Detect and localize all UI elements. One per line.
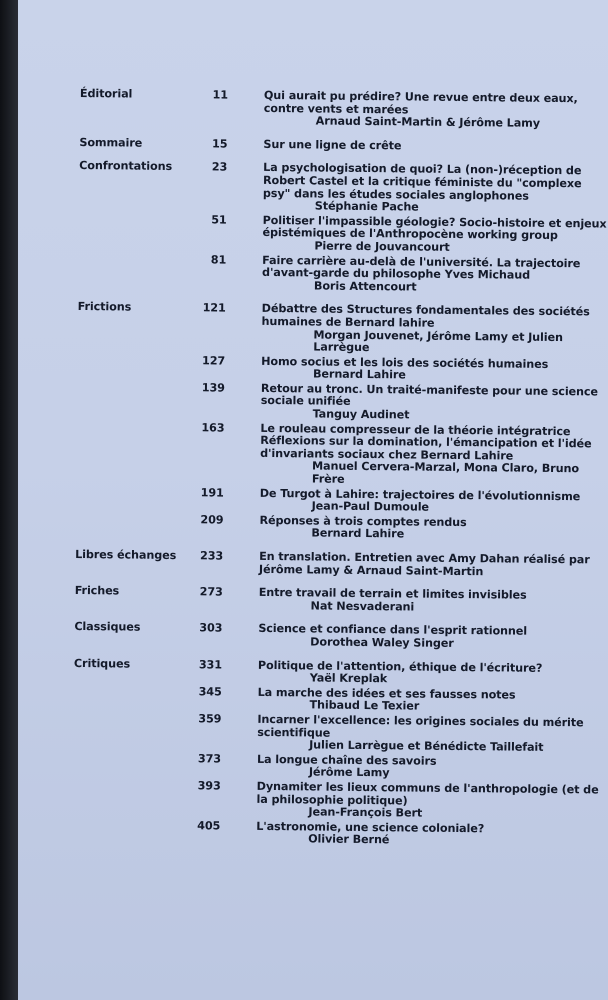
entry-body <box>257 687 603 716</box>
page-number: 15 <box>211 137 228 151</box>
page-number: 345 <box>198 685 222 699</box>
entry-authors: Olivier Berné <box>308 832 390 847</box>
entry-authors: Pierre de Jouvancourt <box>314 239 450 254</box>
page-number: 331 <box>198 657 223 672</box>
page-number: 23 <box>211 160 228 174</box>
entry-authors: Stéphanie Pache <box>314 199 419 214</box>
entry-title: Incarner l'excellence: les origines sociales du mérite scientifique <box>257 712 584 740</box>
entry-authors: Jean-Paul Dumoule <box>311 499 430 514</box>
entry-authors: Manuel Cervera-Marzal, Mona Claro, Bruno Frère <box>311 459 580 486</box>
entry-title: Sur une ligne de crête <box>263 137 402 153</box>
section-label: Classiques <box>74 620 141 635</box>
section-entries <box>187 550 605 582</box>
entry-title: Qui aurait pu prédire? Une revue entre deux eaux, contre vents et marées <box>263 88 578 117</box>
entry-authors: Bernard Lahire <box>311 526 405 541</box>
section-entries <box>187 302 607 545</box>
page-edge-shadow <box>0 0 18 1000</box>
entry-title: Faire carrière au-delà de l'université. La trajectoire d'avant-garde du philosophe Yves Michaud <box>262 253 581 282</box>
entry-title: En translation. Entretien avec Amy Dahan réalisé par Jérôme Lamy & Arnaud Saint-Martin <box>258 549 590 578</box>
toc-section <box>79 137 599 157</box>
section-entries <box>186 623 604 655</box>
entry-body <box>259 587 605 616</box>
page-number: 81 <box>210 252 227 267</box>
entry-title: Réponses à trois comptes rendus <box>259 513 467 529</box>
page-number: 273 <box>199 585 223 599</box>
entry-authors: Nat Nesvaderani <box>310 599 415 614</box>
entry-body <box>261 356 607 385</box>
entry-title: La marche des idées et ses fausses notes <box>257 685 516 702</box>
section-label: Éditorial <box>79 87 133 101</box>
toc-section <box>75 549 595 582</box>
section-entries <box>187 586 605 618</box>
toc-entry <box>192 89 608 131</box>
page-number: 393 <box>197 779 221 793</box>
entry-body <box>260 488 606 517</box>
page-number: 139 <box>201 381 225 395</box>
page-number: 11 <box>212 88 229 102</box>
page-number: 209 <box>200 513 224 527</box>
page-number: 191 <box>200 485 224 500</box>
page-number: 127 <box>202 353 226 368</box>
entry-body <box>257 754 603 783</box>
toc-entry <box>189 355 607 385</box>
entry-body <box>264 90 608 131</box>
entry-title: L'astronomie, une science coloniale? <box>256 819 485 835</box>
entry-title: Homo socius et les lois des sociétés humaines <box>261 354 549 371</box>
entry-body <box>257 714 603 755</box>
entry-authors: Boris Attencourt <box>313 279 417 294</box>
entry-title: Le rouleau compresseur de la théorie intégratrice Réflexions sur la domination, l'émancipation et l'idée d'invariants sociaux chez Bernard Lahire <box>260 421 592 463</box>
section-entries <box>191 138 608 157</box>
toc-entry <box>187 514 605 544</box>
entry-title: La psychologisation de quoi? La (non-)réception de Robert Castel et la critique féministe du "complexe psy" dans les études sociales anglophones <box>262 161 582 203</box>
entry-authors: Thibaud Le Texier <box>309 698 420 713</box>
entry-body <box>261 303 608 357</box>
entry-body <box>262 215 608 256</box>
entry-body <box>256 821 602 850</box>
section-entries <box>190 162 608 298</box>
entry-authors: Julien Larrègue et Bénédicte Taillefait <box>309 738 544 755</box>
entry-body <box>259 551 605 580</box>
section-label: Confrontations <box>79 159 173 174</box>
toc-entry <box>187 550 605 580</box>
entry-authors: Bernard Lahire <box>312 367 406 382</box>
entry-body <box>263 139 608 155</box>
toc-entry <box>188 487 606 517</box>
page-number: 163 <box>201 420 225 435</box>
entry-title: Retour au tronc. Un traité-manifeste pour une science sociale unifiée <box>260 381 599 409</box>
entry-title: Dynamiter les lieux communs de l'anthropologie (et de la philosophie politique) <box>256 779 599 807</box>
entry-title: Politiser l'impassible géologie? Socio-histoire et enjeux épistémiques de l'Anthropocène working group <box>262 213 607 243</box>
toc-section <box>72 656 599 852</box>
entry-title: Débattre des Structures fondamentales des sociétés humaines de Bernard lahire <box>261 302 590 330</box>
entry-title: Entre travail de terrain et limites invisibles <box>258 586 527 602</box>
page-number: 303 <box>199 621 223 635</box>
entry-authors: Tanguy Audinet <box>312 407 410 422</box>
toc-entry <box>185 713 603 755</box>
entry-body <box>260 423 607 490</box>
toc-entry <box>189 382 607 424</box>
page-number: 359 <box>198 712 222 726</box>
section-entries <box>184 659 604 852</box>
toc-entry <box>185 753 603 783</box>
entry-authors: Morgan Jouvenet, Jérôme Lamy et Julien Larrègue <box>313 327 563 355</box>
toc-entry <box>187 586 605 616</box>
toc-entry <box>185 686 603 716</box>
entry-title: De Turgot à Lahire: trajectoires de l'évolutionnisme <box>259 486 581 503</box>
entry-body <box>258 659 604 688</box>
toc-entry <box>191 162 608 217</box>
entry-title: La longue chaîne des savoirs <box>256 752 437 768</box>
section-label: Friches <box>74 584 120 598</box>
toc-entry <box>190 214 608 256</box>
toc-entry <box>188 422 607 489</box>
page-number: 405 <box>197 818 221 833</box>
toc-entry <box>189 302 608 357</box>
entry-authors: Jean-François Bert <box>308 805 423 820</box>
entry-authors: Yaël Kreplak <box>309 671 388 686</box>
entry-body <box>263 162 608 216</box>
page-number: 51 <box>211 213 227 227</box>
page-number: 121 <box>202 301 226 315</box>
entry-body <box>258 623 604 652</box>
entry-body <box>262 254 608 295</box>
toc-entry <box>184 820 602 850</box>
entry-authors: Jérôme Lamy <box>308 765 390 780</box>
toc-section <box>74 621 594 654</box>
toc-section <box>80 88 600 133</box>
toc-section <box>75 585 595 618</box>
page-number: 373 <box>197 751 222 766</box>
toc-section <box>75 301 597 545</box>
toc-section <box>78 159 607 297</box>
section-label: Critiques <box>73 656 131 671</box>
toc-entry <box>186 659 604 689</box>
entry-body <box>259 515 605 544</box>
section-label: Libres échanges <box>75 547 177 563</box>
section-label: Frictions <box>77 300 132 314</box>
page-number: 233 <box>199 549 224 563</box>
table-of-contents <box>72 87 607 860</box>
entry-authors: Dorothea Waley Singer <box>310 635 454 650</box>
entry-title: Politique de l'attention, éthique de l'écriture? <box>257 658 543 675</box>
entry-body <box>256 781 602 822</box>
toc-entry <box>190 254 608 296</box>
section-label: Sommaire <box>79 135 143 150</box>
toc-entry <box>186 623 604 653</box>
entry-body <box>261 383 607 424</box>
book-page <box>18 0 608 1000</box>
toc-entry <box>191 138 608 155</box>
entry-title: Science et confiance dans l'esprit rationnel <box>258 622 528 639</box>
entry-authors: Arnaud Saint-Martin & Jérôme Lamy <box>315 114 541 131</box>
toc-entry <box>184 780 602 822</box>
section-entries <box>192 89 608 133</box>
